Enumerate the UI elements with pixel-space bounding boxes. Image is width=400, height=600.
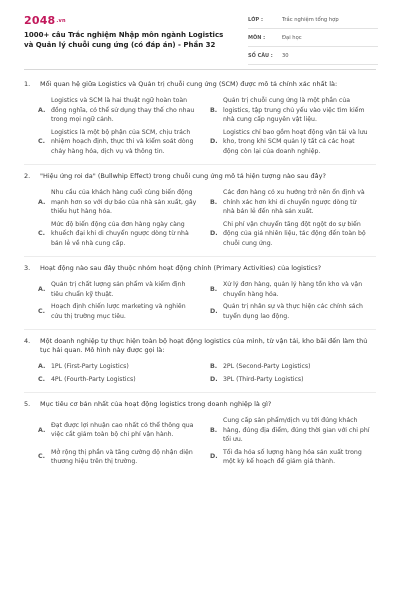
question-5 — [24, 400, 376, 467]
option-a[interactable] — [38, 362, 204, 372]
option-b[interactable] — [210, 188, 376, 217]
option-letter: C. — [38, 230, 46, 237]
option-c[interactable] — [38, 375, 204, 385]
option-letter: B. — [210, 285, 218, 293]
option-text: Logistics là một bộ phận của SCM, chịu trách nhiệm hoạch định, thực thi và kiểm soát dòng chảy hàng hóa, dịch vụ và thông tin. — [51, 128, 194, 155]
option-letter: D. — [210, 138, 218, 145]
option-text: Chi phí vận chuyển tăng đột ngột do sự biến động của giá nhiên liệu, tác động đến toàn bộ chuỗi cung ứng. — [223, 220, 366, 247]
option-text: Logistics và SCM là hai thuật ngữ hoàn toàn đồng nghĩa, có thể sử dụng thay thế cho nhau trong mọi ngữ cảnh. — [51, 97, 195, 123]
meta-row-subject — [248, 29, 378, 47]
option-c[interactable] — [38, 448, 204, 467]
option-text: Đạt được lợi nhuận cao nhất có thể thông qua việc cắt giảm toàn bộ chi phí vận hành. — [51, 421, 194, 439]
option-letter: D. — [210, 230, 218, 237]
option-text: Logistics chỉ bao gồm hoạt động vận tải và lưu kho, trong khi SCM quản lý tất cả các hoạt động còn lại của doanh nghiệp. — [223, 128, 368, 155]
question-text — [24, 80, 376, 89]
option-letter: C. — [38, 307, 46, 315]
option-text: Quản trị chất lượng sản phẩm và kiểm định tiêu chuẩn kỹ thuật. — [51, 281, 186, 298]
question-number: 4. — [24, 337, 31, 345]
meta-label: MÔN : — [248, 34, 266, 41]
meta-label: SỐ CÂU : — [248, 52, 273, 59]
question-list — [24, 80, 376, 474]
option-text: 1PL (First-Party Logistics) — [51, 363, 129, 370]
option-c[interactable] — [38, 220, 204, 249]
option-d[interactable] — [210, 128, 376, 157]
option-text: Quản trị chuỗi cung ứng là một phần của logistics, tập trung chủ yếu vào việc tìm kiếm nhà cung cấp nguyên vật liệu. — [223, 97, 365, 123]
option-a[interactable] — [38, 96, 204, 125]
answer-options — [24, 362, 376, 384]
option-text: Cung cấp sản phẩm/dịch vụ tới đúng khách hàng, đúng địa điểm, đúng thời gian với chi phí tối ưu. — [223, 417, 370, 443]
option-text: 4PL (Fourth-Party Logistics) — [51, 375, 136, 383]
option-text: Quản trị nhân sự và thực hiện các chính sách tuyển dụng lao động. — [223, 303, 363, 320]
logo-main: 2048 — [24, 14, 56, 27]
option-b[interactable] — [210, 362, 376, 372]
question-body: Hoạt động nào sau đây thuộc nhóm hoạt động chính (Primary Activities) của logistics? — [40, 264, 322, 272]
option-text: Các đơn hàng có xu hướng trở nên ổn định và chính xác hơn khi di chuyển ngược dòng từ nhà bán lẻ đến nhà sản xuất. — [223, 189, 365, 215]
option-b[interactable] — [210, 280, 376, 299]
question-text — [24, 172, 376, 181]
option-letter: A. — [38, 198, 46, 206]
option-b[interactable] — [210, 96, 376, 125]
answer-options — [24, 96, 376, 156]
option-text: Tối đa hóa số lượng hàng hóa sản xuất trong một kỳ kế hoạch để giảm giá thành. — [223, 448, 362, 465]
option-letter: D. — [210, 453, 218, 461]
option-letter: A. — [38, 363, 46, 370]
question-text — [24, 400, 376, 409]
question-2 — [24, 172, 376, 257]
meta-value: Đại học — [282, 34, 302, 41]
option-letter: A. — [38, 426, 46, 434]
option-letter: B. — [210, 198, 218, 206]
answer-options — [24, 280, 376, 321]
option-d[interactable] — [210, 302, 376, 321]
meta-value: Trắc nghiệm tổng hợp — [282, 16, 339, 23]
option-letter: A. — [38, 106, 46, 114]
page-header — [0, 0, 400, 68]
question-separator — [24, 392, 376, 393]
option-d[interactable] — [210, 375, 376, 385]
option-text: Mức độ biến động của đơn hàng ngày càng khuếch đại khi di chuyển ngược dòng từ nhà bán lẻ về nhà cung cấp. — [51, 220, 189, 247]
option-letter: C. — [38, 138, 46, 145]
question-number: 1. — [24, 80, 31, 88]
answer-options — [24, 188, 376, 248]
meta-row-count — [248, 47, 378, 65]
meta-label: LỚP : — [248, 16, 263, 23]
meta-row-class — [248, 11, 378, 29]
question-number: 3. — [24, 264, 31, 272]
option-letter: B. — [210, 363, 218, 370]
option-letter: C. — [38, 375, 46, 383]
option-d[interactable] — [210, 220, 376, 249]
option-text: 3PL (Third-Party Logistics) — [223, 375, 304, 383]
site-logo[interactable] — [24, 14, 66, 27]
question-text — [24, 264, 376, 273]
page-title: 1000+ câu Trắc nghiệm Nhập môn ngành Logistics và Quản lý chuỗi cung ứng (có đáp án) - Phần 32 — [24, 31, 224, 49]
option-a[interactable] — [38, 188, 204, 217]
option-letter: B. — [210, 426, 218, 434]
question-4 — [24, 337, 376, 393]
question-separator — [24, 329, 376, 330]
question-separator — [24, 256, 376, 257]
question-3 — [24, 264, 376, 330]
option-text: Nhu cầu của khách hàng cuối cùng biến động mạnh hơn so với dự báo của nhà sản xuất, gây thiếu hụt hàng hóa. — [51, 189, 197, 215]
option-letter: D. — [210, 307, 218, 315]
option-letter: C. — [38, 453, 46, 461]
question-separator — [24, 164, 376, 165]
question-body: "Hiệu ứng roi da" (Bullwhip Effect) trong chuỗi cung ứng mô tả hiện tượng nào sau đây? — [40, 172, 326, 180]
meta-value: 30 — [282, 52, 289, 59]
option-letter: A. — [38, 285, 46, 293]
answer-options — [24, 416, 376, 467]
option-text: Xử lý đơn hàng, quản lý hàng tồn kho và vận chuyển hàng hóa. — [223, 281, 363, 298]
header-divider — [24, 69, 376, 70]
question-body: Một doanh nghiệp tự thực hiện toàn bộ hoạt động logistics của mình, từ vận tải, kho bãi đến làm thủ tục hải quan. Mô hình này được gọi là: — [40, 337, 368, 354]
logo-suffix: .vn — [56, 18, 66, 24]
quiz-meta — [248, 11, 378, 65]
question-body: Mục tiêu cơ bản nhất của hoạt động logistics trong doanh nghiệp là gì? — [40, 400, 272, 408]
option-text: Mở rộng thị phần và tăng cường độ nhận diện thương hiệu trên thị trường. — [51, 448, 193, 465]
option-letter: D. — [210, 375, 218, 383]
option-c[interactable] — [38, 302, 204, 321]
question-number: 5. — [24, 400, 31, 408]
option-letter: B. — [210, 106, 218, 114]
option-text: Hoạch định chiến lược marketing và nghiên cứu thị trường mục tiêu. — [51, 303, 186, 320]
option-c[interactable] — [38, 128, 204, 157]
option-d[interactable] — [210, 448, 376, 467]
option-a[interactable] — [38, 416, 204, 445]
question-body: Mối quan hệ giữa Logistics và Quản trị chuỗi cung ứng (SCM) được mô tả chính xác nhất là: — [40, 80, 338, 88]
option-b[interactable] — [210, 416, 376, 445]
option-a[interactable] — [38, 280, 204, 299]
option-text: 2PL (Second-Party Logistics) — [223, 363, 311, 370]
question-number: 2. — [24, 172, 31, 180]
question-1 — [24, 80, 376, 165]
question-text — [24, 337, 376, 355]
